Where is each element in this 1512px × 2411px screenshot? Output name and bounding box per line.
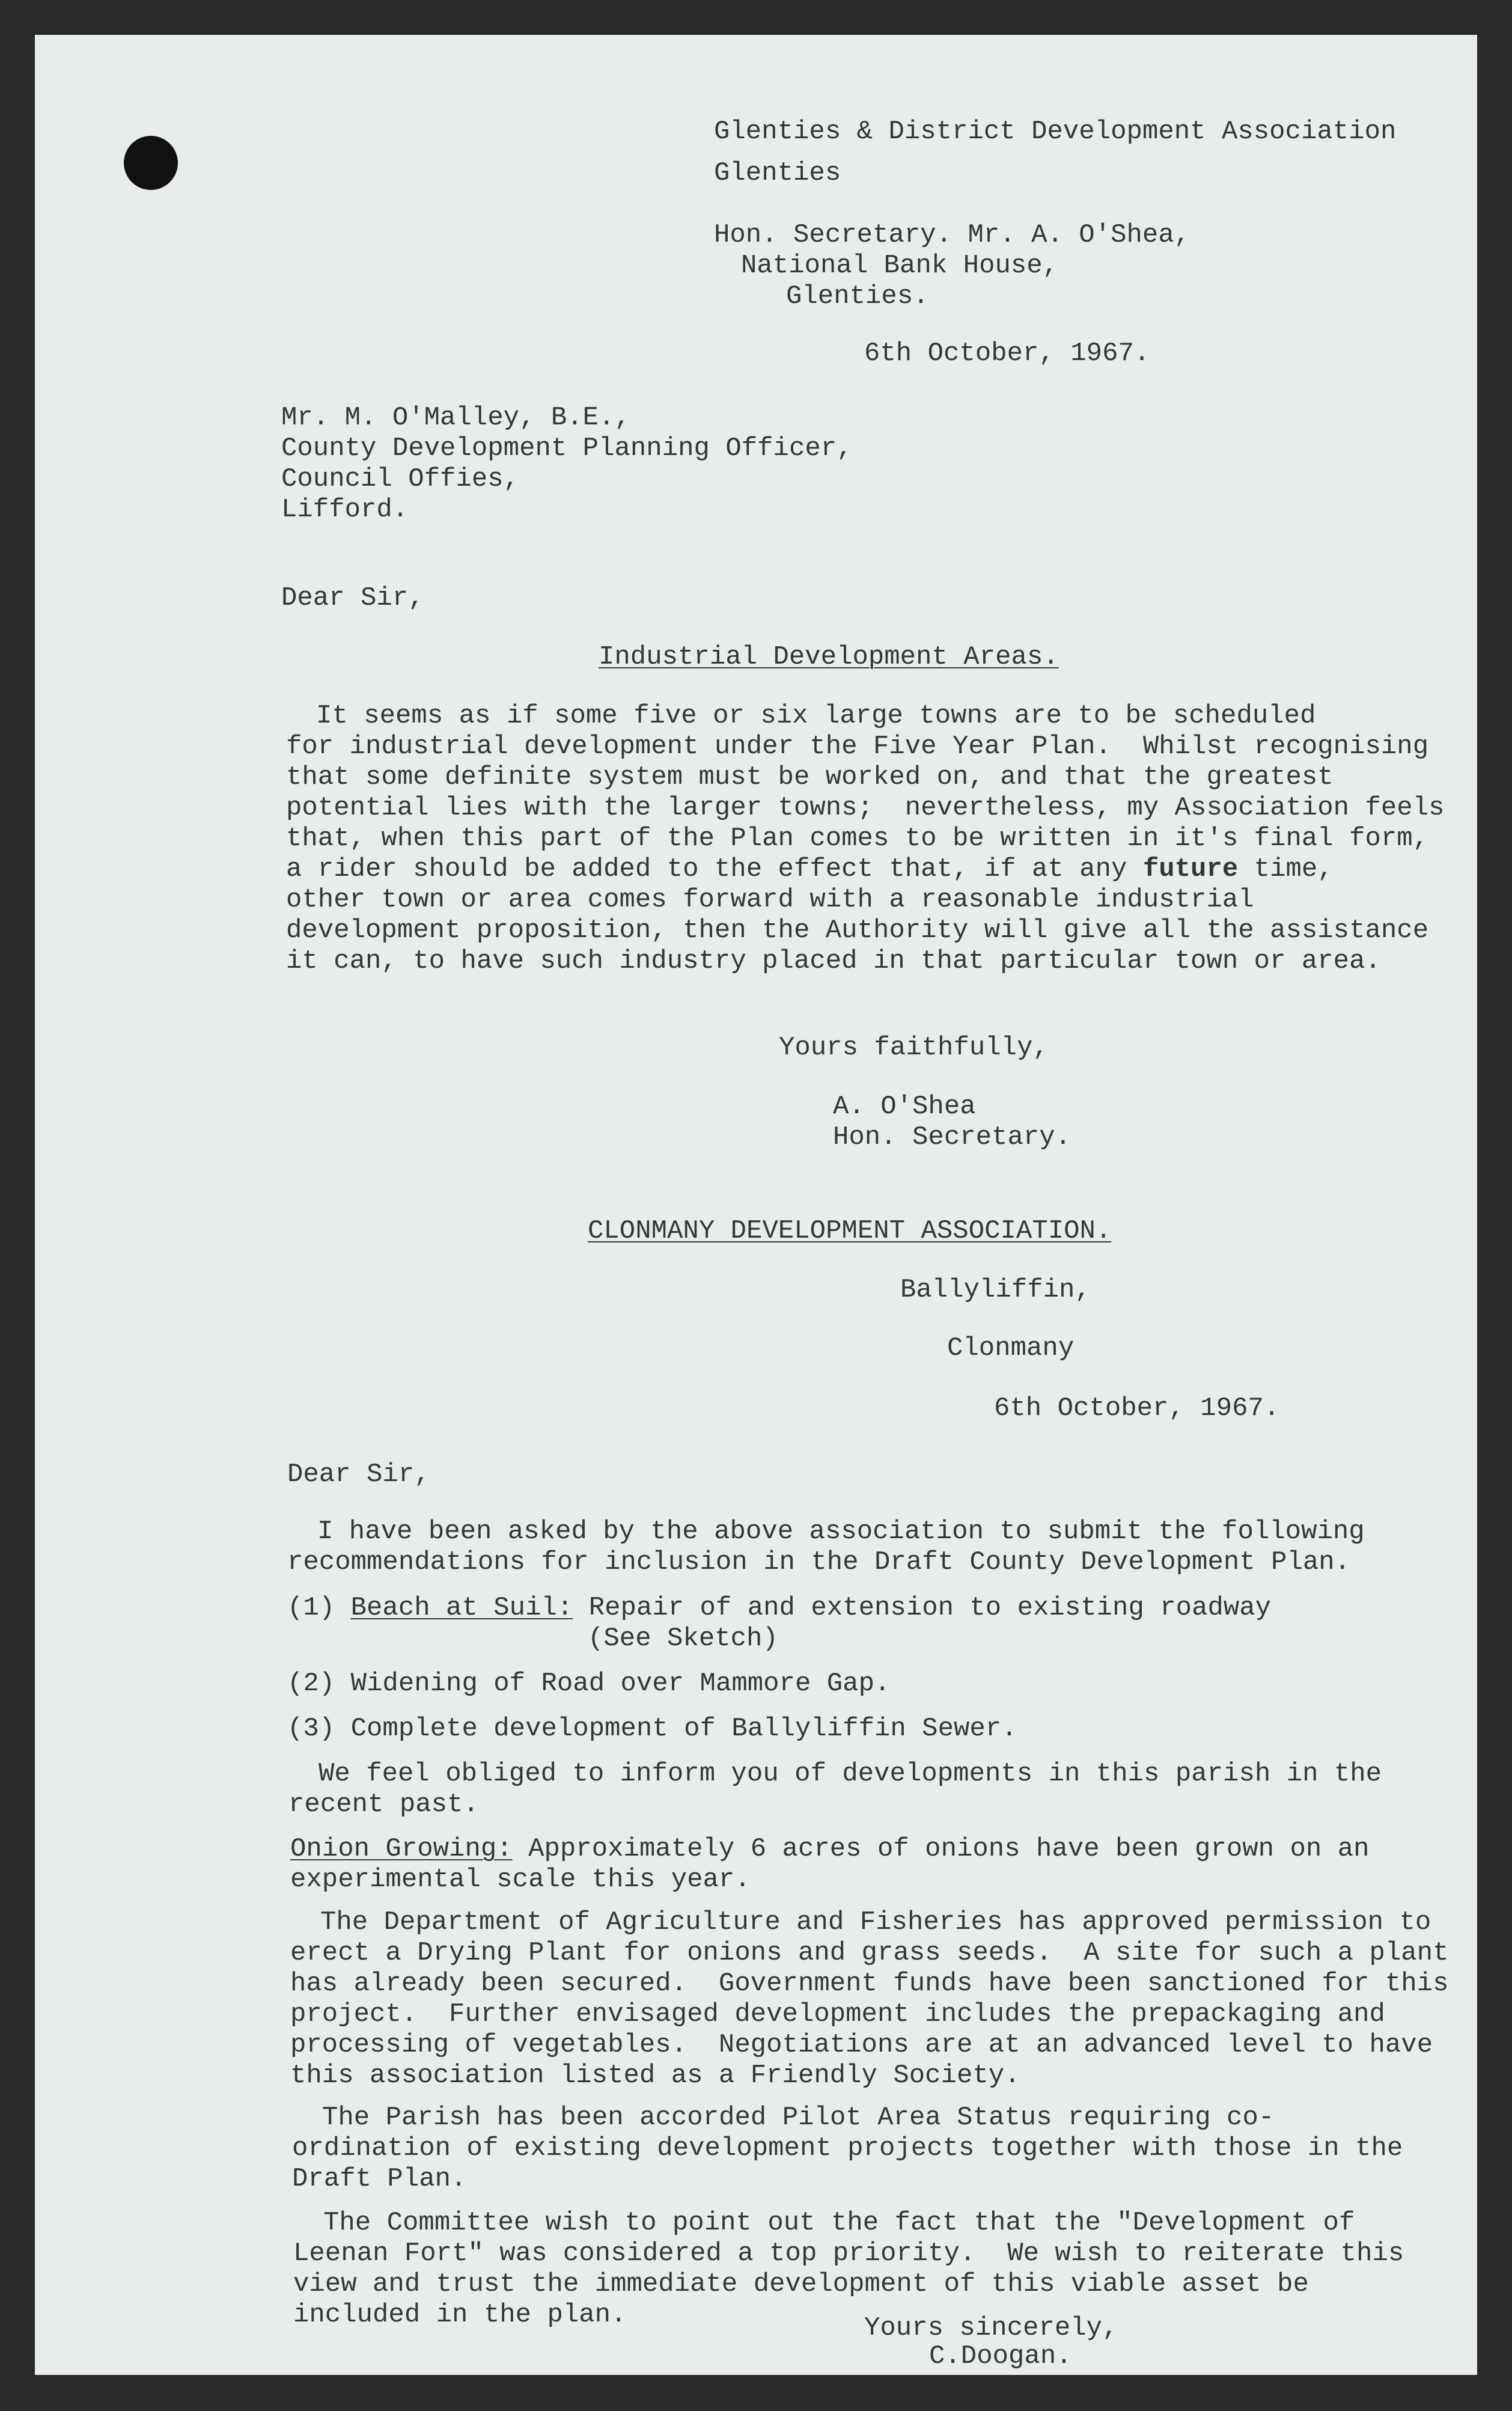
- letter1-salutation: Dear Sir,: [281, 583, 424, 613]
- committee-line: included in the plan.: [293, 2300, 627, 2330]
- address-line: Glenties.: [786, 281, 929, 311]
- letter2-parish-paragraph: [292, 2103, 1403, 2195]
- onion-label: Onion Growing:: [290, 1834, 513, 1864]
- parish-line: ordination of existing development projects together with those in the: [292, 2133, 1403, 2163]
- dept-line: The Department of Agriculture and Fisheries has approved permission to: [320, 1907, 1431, 1937]
- onion-text: Approximately 6 acres of onions have been grown on an: [512, 1834, 1370, 1864]
- letter2-inform: [288, 1759, 1382, 1820]
- body-line: other town or area comes forward with a reasonable industrial: [286, 885, 1254, 915]
- dept-line: processing of vegetables. Negotiations are at an advanced level to have: [290, 2030, 1433, 2060]
- item-number: (3): [287, 1714, 335, 1744]
- body-line: that some definite system must be worked on, and that the greatest: [286, 762, 1334, 792]
- body-line: it can, to have such industry placed in that particular town or area.: [286, 946, 1381, 976]
- letter2-item-1: [287, 1593, 1271, 1654]
- letter1-org-town: Glenties: [714, 158, 841, 188]
- letter2-onion-growing: [290, 1834, 1370, 1895]
- letter1-signatory: [833, 1092, 1071, 1153]
- item-text: Complete development of Ballyliffin Sewer.: [350, 1714, 1017, 1744]
- letter1-org-name: Glenties & District Development Association: [714, 117, 1397, 147]
- letter1-subject: Industrial Development Areas.: [599, 642, 1059, 672]
- letter2-salutation: Dear Sir,: [287, 1459, 430, 1490]
- rider-bold-word: future: [1142, 854, 1239, 884]
- signatory-title: Hon. Secretary.: [833, 1122, 1072, 1152]
- signatory-name: A. O'Shea: [833, 1092, 976, 1122]
- dept-line: has already been secured. Government funds have been sanctioned for this: [290, 1969, 1449, 1999]
- committee-line: view and trust the immediate development of this viable asset be: [293, 2269, 1309, 2299]
- dept-line: this association listed as a Friendly Society.: [290, 2061, 1020, 2091]
- letter2-closing: Yours sincerely,: [864, 2313, 1118, 2343]
- letter2-date: 6th October, 1967.: [994, 1393, 1280, 1423]
- letter-page: [35, 35, 1477, 2375]
- letter2-signatory: C.Doogan.: [929, 2341, 1072, 2371]
- item-text: Widening of Road over Mammore Gap.: [350, 1669, 891, 1699]
- letter2-item-3: [287, 1714, 1017, 1744]
- intro-line: recommendations for inclusion in the Draft County Development Plan.: [287, 1547, 1351, 1577]
- body-line: potential lies with the larger towns; nevertheless, my Association feels: [286, 793, 1445, 823]
- recipient-line: Council Offies,: [281, 464, 520, 494]
- letter2-item-2: [287, 1669, 890, 1699]
- letter1-header: [714, 117, 1396, 189]
- letter2-address-1: Ballyliffin,: [900, 1275, 1091, 1305]
- body-line-rider: [286, 854, 1445, 885]
- letter1-secretary-address: [714, 220, 1190, 312]
- recipient-line: County Development Planning Officer,: [281, 433, 853, 463]
- punch-hole: [124, 136, 178, 190]
- dept-line: project. Further envisaged development includes the prepackaging and: [290, 1999, 1385, 2029]
- item-1-line: [287, 1593, 1271, 1624]
- item-number: (2): [287, 1669, 335, 1699]
- address-line: Hon. Secretary. Mr. A. O'Shea,: [714, 220, 1190, 250]
- body-line: development proposition, then the Authority will give all the assistance: [286, 915, 1429, 946]
- letter2-address-2: Clonmany: [947, 1333, 1075, 1363]
- item-number: (1): [287, 1593, 335, 1623]
- recipient-line: Mr. M. O'Malley, B.E.,: [281, 403, 630, 433]
- letter2-intro: [287, 1517, 1365, 1578]
- committee-line: The Committee wish to point out the fact that the "Development of: [323, 2208, 1355, 2238]
- parish-line: Draft Plan.: [292, 2164, 467, 2194]
- letter1-date: 6th October, 1967.: [864, 338, 1150, 368]
- letter2-committee-paragraph: [293, 2208, 1404, 2330]
- dept-line: erect a Drying Plant for onions and grass seeds. A site for such a plant: [290, 1938, 1449, 1968]
- item-label: Beach at Suil:: [350, 1593, 573, 1623]
- letter1-body: [286, 701, 1445, 977]
- body-line: It seems as if some five or six large towns are to be scheduled: [316, 701, 1316, 731]
- committee-line: Leenan Fort" was considered a top priority. We wish to reiterate this: [293, 2238, 1404, 2269]
- onion-text: experimental scale this year.: [290, 1865, 751, 1895]
- letter1-closing: Yours faithfully,: [779, 1033, 1049, 1063]
- intro-line: I have been asked by the above association to submit the following: [317, 1517, 1365, 1547]
- body-line: for industrial development under the Five Year Plan. Whilst recognising: [286, 732, 1429, 762]
- item-text-continued: (See Sketch): [588, 1624, 778, 1654]
- body-line: that, when this part of the Plan comes to be written in it's final form,: [286, 824, 1429, 854]
- rider-text: a rider should be added to the effect that, if at any: [286, 854, 1143, 884]
- item-text: Repair of and extension to existing roadway: [573, 1593, 1272, 1623]
- rider-text-end: time,: [1238, 854, 1334, 884]
- parish-line: The Parish has been accorded Pilot Area Status requiring co-: [322, 2103, 1275, 2133]
- inform-line: recent past.: [288, 1789, 479, 1820]
- address-line: National Bank House,: [741, 251, 1059, 281]
- inform-line: We feel obliged to inform you of developments in this parish in the: [319, 1759, 1382, 1789]
- letter1-recipient: [281, 403, 853, 525]
- recipient-line: Lifford.: [281, 495, 409, 525]
- letter2-org-name: CLONMANY DEVELOPMENT ASSOCIATION.: [588, 1216, 1112, 1246]
- letter2-department-paragraph: [290, 1907, 1449, 2091]
